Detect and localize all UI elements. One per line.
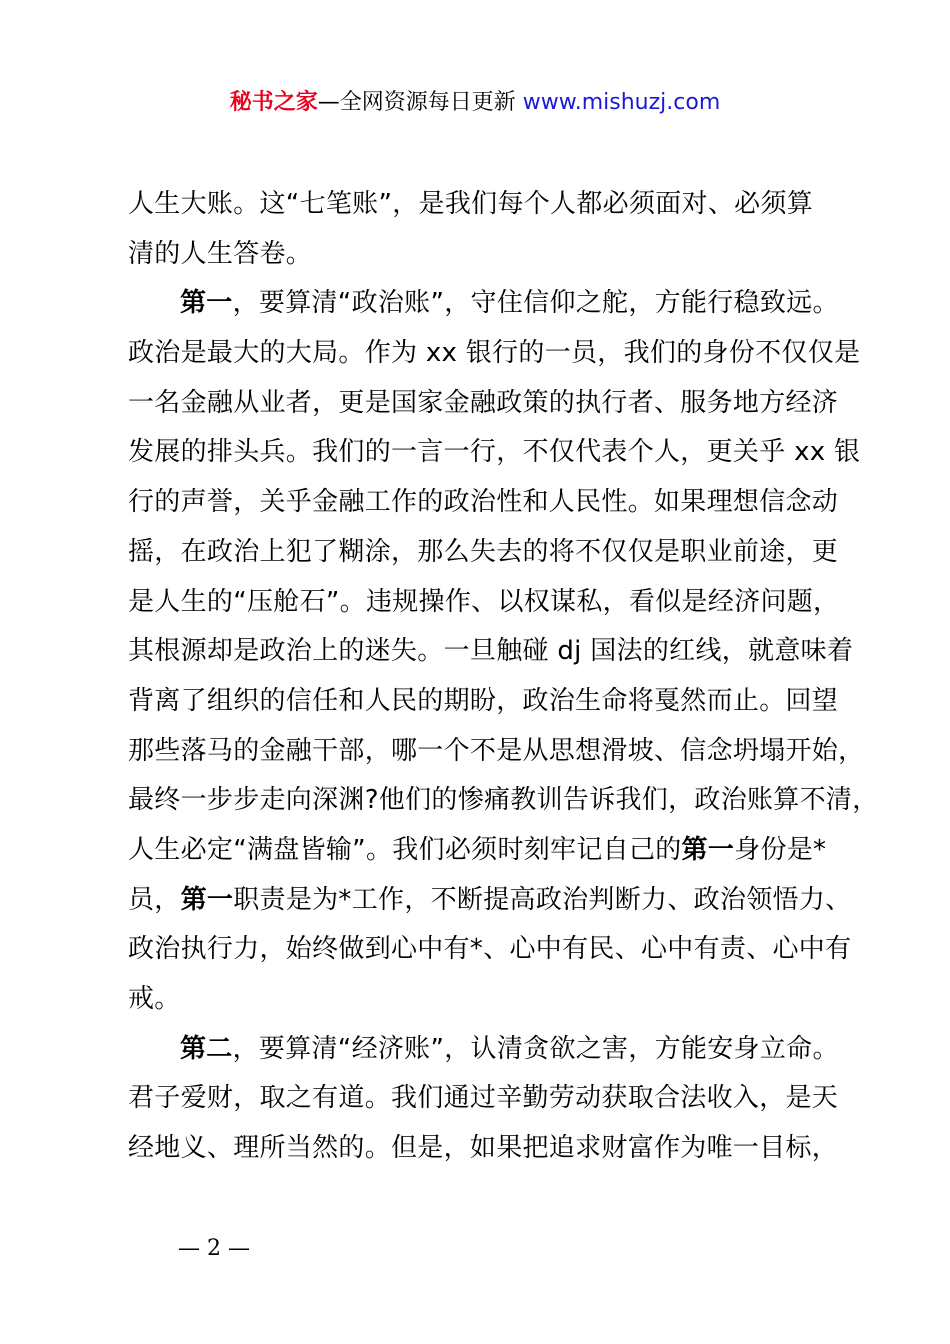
text-line	[128, 826, 863, 876]
text-line: 一名金融从业者，更是国家金融政策的执行者、服务地方经济	[128, 387, 839, 418]
section-lead-bold: 第一	[180, 288, 233, 319]
text-span: 职责是为*工作，不断提高政治判断力、政治领悟力、	[233, 884, 852, 915]
text-line: 是人生的“压舱石”。违规操作、以权谋私，看似是经济问题，	[128, 586, 840, 617]
text-line: 君子爱财，取之有道。我们通过辛勤劳动获取合法收入，是天	[128, 1083, 839, 1114]
text-span: 人生必定“满盘皆输”。我们必须时刻牢记自己的	[128, 834, 682, 865]
text-line: 戒。	[128, 984, 181, 1014]
brand-name: 秘书之家	[229, 90, 318, 115]
text-line: 最终一步步走向深渊?他们的惨痛教训告诉我们，政治账算不清，	[128, 785, 879, 816]
text-line: 其根源却是政治上的迷失。一旦触碰 dj 国法的红线，就意味着	[128, 636, 854, 667]
text-line: 摇，在政治上犯了糊涂，那么失去的将不仅仅是职业前途，更	[128, 536, 839, 567]
text-span: 员，	[128, 884, 181, 915]
text-line: 经地义、理所当然的。但是，如果把追求财富作为唯一目标，	[128, 1133, 839, 1164]
text-span: ，要算清“政治账”，守住信仰之舵，方能行稳致远。	[232, 288, 839, 319]
header-tagline: —全网资源每日更新	[317, 90, 516, 115]
paragraph-first-line	[128, 1025, 863, 1075]
text-line: 政治执行力，始终做到心中有*、心中有民、心中有责、心中有	[128, 934, 852, 965]
page-number: — 2 —	[178, 1236, 250, 1261]
text-span: 身份是*	[734, 834, 827, 865]
text-line: 那些落马的金融干部，哪一个不是从思想滑坡、信念坍塌开始，	[128, 735, 865, 766]
bold-span: 第一	[681, 834, 735, 865]
paragraph-first-line	[128, 279, 863, 329]
text-span: ，要算清“经济账”，认清贪欲之害，方能安身立命。	[232, 1033, 839, 1064]
text-line: 清的人生答卷。	[128, 238, 313, 269]
site-header	[0, 86, 950, 120]
text-line	[128, 876, 863, 926]
text-line: 人生大账。这“七笔账”，是我们每个人都必须面对、必须算	[128, 189, 814, 219]
text-line: 背离了组织的信任和人民的期盼，政治生命将戛然而止。回望	[128, 685, 839, 716]
text-line: 政治是最大的大局。作为 xx 银行的一员，我们的身份不仅仅是	[128, 338, 861, 369]
text-line: 行的声誉，关乎金融工作的政治性和人民性。如果理想信念动	[128, 487, 839, 518]
document-body	[128, 180, 879, 1174]
text-line: 发展的排头兵。我们的一言一行，不仅代表个人，更关乎 xx 银	[128, 437, 861, 468]
bold-span: 第一	[180, 884, 234, 915]
section-lead-bold: 第二	[180, 1033, 233, 1064]
site-url-link[interactable]: www.mishuzj.com	[522, 90, 721, 115]
